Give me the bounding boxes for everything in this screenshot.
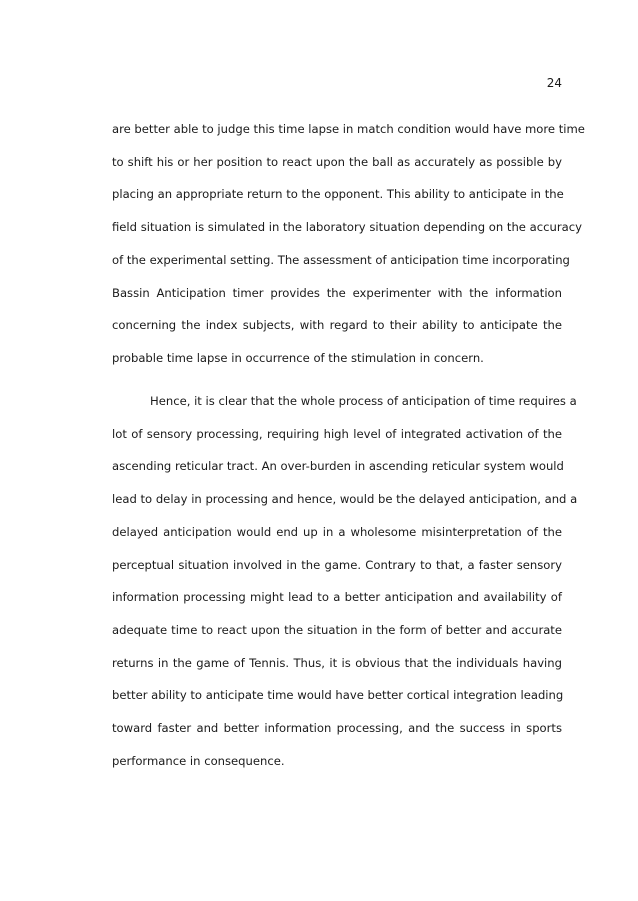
paragraph-line: of the experimental setting. The assessment of anticipation time incorporating bbox=[112, 252, 570, 267]
paragraph-line: placing an appropriate return to the opponent. This ability to anticipate in the bbox=[112, 187, 564, 202]
paragraph-line: Hence, it is clear that the whole process of anticipation of time requires a bbox=[150, 394, 577, 408]
paragraph-line: perceptual situation involved in the game. Contrary to that, a faster sensory bbox=[112, 557, 562, 572]
paragraph-line: Bassin Anticipation timer provides the experimenter with the information bbox=[112, 285, 562, 300]
paragraph-1 bbox=[112, 113, 585, 375]
paragraph-line: returns in the game of Tennis. Thus, it is obvious that the individuals having bbox=[112, 655, 562, 670]
paragraph-line: probable time lapse in occurrence of the stimulation in concern. bbox=[112, 350, 484, 365]
page-number: 24 bbox=[546, 76, 562, 90]
paragraph-line: ascending reticular tract. An over-burden in ascending reticular system would bbox=[112, 459, 564, 474]
paragraph-line: are better able to judge this time lapse in match condition would have more time bbox=[112, 122, 585, 136]
paragraph-line: field situation is simulated in the laboratory situation depending on the accuracy bbox=[112, 220, 582, 235]
paragraph-line: lead to delay in processing and hence, would be the delayed anticipation, and a bbox=[112, 492, 578, 507]
paragraph-line: information processing might lead to a better anticipation and availability of bbox=[112, 590, 562, 605]
paragraph-line: delayed anticipation would end up in a wholesome misinterpretation of the bbox=[112, 524, 562, 539]
paragraph-line: toward faster and better information processing, and the success in sports bbox=[112, 721, 562, 736]
paragraph-2 bbox=[112, 385, 578, 777]
paragraph-line: lot of sensory processing, requiring high level of integrated activation of the bbox=[112, 426, 562, 441]
paragraph-line: performance in consequence. bbox=[112, 753, 285, 768]
paragraph-line: adequate time to react upon the situation in the form of better and accurate bbox=[112, 622, 562, 637]
paragraph-line: better ability to anticipate time would have better cortical integration leading bbox=[112, 688, 564, 703]
paragraph-line: concerning the index subjects, with regard to their ability to anticipate the bbox=[112, 318, 562, 333]
paragraph-line: to shift his or her position to react upon the ball as accurately as possible by bbox=[112, 154, 562, 169]
